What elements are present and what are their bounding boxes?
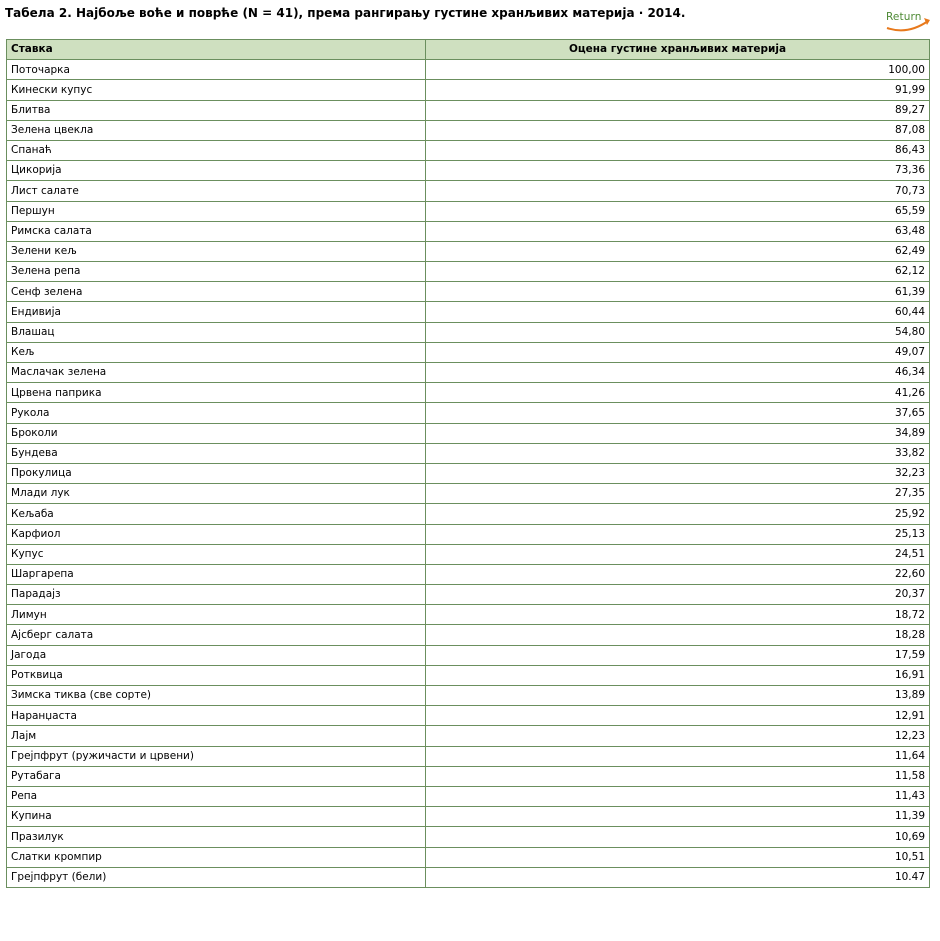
- table-row: [7, 585, 930, 605]
- row-item-name: Цикорија: [7, 161, 426, 181]
- row-score-value: 33,82: [426, 443, 930, 463]
- table-row: [7, 140, 930, 160]
- row-item-name: Шаргарепа: [7, 564, 426, 584]
- row-score-value: 62,12: [426, 262, 930, 282]
- table-row: [7, 302, 930, 322]
- row-score-value: 61,39: [426, 282, 930, 302]
- table-row: [7, 484, 930, 504]
- row-score-value: 86,43: [426, 140, 930, 160]
- table-row: [7, 463, 930, 483]
- row-item-name: Зелени кељ: [7, 241, 426, 261]
- row-score-value: 18,28: [426, 625, 930, 645]
- row-score-value: 49,07: [426, 342, 930, 362]
- row-item-name: Грејпфрут (бели): [7, 867, 426, 887]
- row-score-value: 22,60: [426, 564, 930, 584]
- row-item-name: Зелена цвекла: [7, 120, 426, 140]
- table-row: [7, 645, 930, 665]
- table-row: [7, 544, 930, 564]
- table-row: [7, 706, 930, 726]
- row-score-value: 63,48: [426, 221, 930, 241]
- table-row: [7, 363, 930, 383]
- row-score-value: 10,51: [426, 847, 930, 867]
- column-header-score: Оцена густине хранљивих материја: [426, 40, 930, 60]
- row-item-name: Поточарка: [7, 60, 426, 80]
- row-item-name: Ендивија: [7, 302, 426, 322]
- table-row: [7, 120, 930, 140]
- row-score-value: 11,64: [426, 746, 930, 766]
- row-score-value: 10,69: [426, 827, 930, 847]
- row-item-name: Купус: [7, 544, 426, 564]
- row-item-name: Ротквица: [7, 665, 426, 685]
- column-header-item: Ставка: [7, 40, 426, 60]
- row-score-value: 65,59: [426, 201, 930, 221]
- table-row: [7, 201, 930, 221]
- table-row: [7, 221, 930, 241]
- row-item-name: Зимска тиква (све сорте): [7, 686, 426, 706]
- row-score-value: 13,89: [426, 686, 930, 706]
- row-item-name: Слатки кромпир: [7, 847, 426, 867]
- row-score-value: 12,91: [426, 706, 930, 726]
- row-score-value: 20,37: [426, 585, 930, 605]
- row-score-value: 41,26: [426, 383, 930, 403]
- table-row: [7, 60, 930, 80]
- row-score-value: 34,89: [426, 423, 930, 443]
- row-item-name: Блитва: [7, 100, 426, 120]
- row-item-name: Карфиол: [7, 524, 426, 544]
- row-item-name: Наранџаста: [7, 706, 426, 726]
- row-item-name: Кинески купус: [7, 80, 426, 100]
- row-score-value: 87,08: [426, 120, 930, 140]
- row-item-name: Млади лук: [7, 484, 426, 504]
- row-item-name: Репа: [7, 786, 426, 806]
- row-score-value: 24,51: [426, 544, 930, 564]
- table-row: [7, 524, 930, 544]
- table-row: [7, 746, 930, 766]
- row-score-value: 18,72: [426, 605, 930, 625]
- table-row: [7, 403, 930, 423]
- row-score-value: 17,59: [426, 645, 930, 665]
- row-score-value: 11,43: [426, 786, 930, 806]
- row-item-name: Римска салата: [7, 221, 426, 241]
- row-item-name: Рутабага: [7, 766, 426, 786]
- row-score-value: 10.47: [426, 867, 930, 887]
- table-row: [7, 726, 930, 746]
- table-row: [7, 161, 930, 181]
- table-header-row: [7, 40, 930, 60]
- table-row: [7, 564, 930, 584]
- row-score-value: 73,36: [426, 161, 930, 181]
- row-item-name: Лајм: [7, 726, 426, 746]
- table-row: [7, 847, 930, 867]
- table-row: [7, 241, 930, 261]
- return-label: Return: [886, 11, 922, 23]
- row-score-value: 11,39: [426, 807, 930, 827]
- row-item-name: Купина: [7, 807, 426, 827]
- row-score-value: 70,73: [426, 181, 930, 201]
- row-item-name: Црвена паприка: [7, 383, 426, 403]
- table-row: [7, 807, 930, 827]
- row-score-value: 25,13: [426, 524, 930, 544]
- row-item-name: Лимун: [7, 605, 426, 625]
- table-row: [7, 867, 930, 887]
- table-row: [7, 282, 930, 302]
- nutrient-density-table: [6, 39, 930, 888]
- row-score-value: 16,91: [426, 665, 930, 685]
- row-item-name: Бундева: [7, 443, 426, 463]
- row-item-name: Прокулица: [7, 463, 426, 483]
- row-score-value: 54,80: [426, 322, 930, 342]
- table-row: [7, 686, 930, 706]
- row-item-name: Спанаћ: [7, 140, 426, 160]
- row-score-value: 37,65: [426, 403, 930, 423]
- table-body: [7, 60, 930, 888]
- table-row: [7, 443, 930, 463]
- table-row: [7, 665, 930, 685]
- row-item-name: Рукола: [7, 403, 426, 423]
- row-score-value: 46,34: [426, 363, 930, 383]
- table-row: [7, 322, 930, 342]
- row-item-name: Јагода: [7, 645, 426, 665]
- table-row: [7, 625, 930, 645]
- table-row: [7, 342, 930, 362]
- row-score-value: 91,99: [426, 80, 930, 100]
- table-row: [7, 262, 930, 282]
- table-row: [7, 605, 930, 625]
- row-score-value: 60,44: [426, 302, 930, 322]
- row-item-name: Маслачак зелена: [7, 363, 426, 383]
- row-item-name: Лист салате: [7, 181, 426, 201]
- row-score-value: 100,00: [426, 60, 930, 80]
- row-score-value: 32,23: [426, 463, 930, 483]
- table-row: [7, 100, 930, 120]
- row-score-value: 12,23: [426, 726, 930, 746]
- row-item-name: Броколи: [7, 423, 426, 443]
- row-item-name: Празилук: [7, 827, 426, 847]
- row-item-name: Влашац: [7, 322, 426, 342]
- table-row: [7, 383, 930, 403]
- row-score-value: 11,58: [426, 766, 930, 786]
- row-score-value: 27,35: [426, 484, 930, 504]
- row-item-name: Зелена репа: [7, 262, 426, 282]
- page-title: Табела 2. Најбоље воће и поврће (N = 41), према рангирању густине хранљивих материја · 2014.: [5, 6, 686, 20]
- table-row: [7, 423, 930, 443]
- table-row: [7, 80, 930, 100]
- table-row: [7, 181, 930, 201]
- row-item-name: Парадајз: [7, 585, 426, 605]
- row-score-value: 25,92: [426, 504, 930, 524]
- table-row: [7, 786, 930, 806]
- table-row: [7, 766, 930, 786]
- row-item-name: Кељаба: [7, 504, 426, 524]
- row-item-name: Кељ: [7, 342, 426, 362]
- row-item-name: Першун: [7, 201, 426, 221]
- table-row: [7, 504, 930, 524]
- row-item-name: Сенф зелена: [7, 282, 426, 302]
- row-item-name: Ајсберг салата: [7, 625, 426, 645]
- row-item-name: Грејпфрут (ружичасти и црвени): [7, 746, 426, 766]
- return-link[interactable]: [884, 9, 934, 33]
- row-score-value: 89,27: [426, 100, 930, 120]
- row-score-value: 62,49: [426, 241, 930, 261]
- table-row: [7, 827, 930, 847]
